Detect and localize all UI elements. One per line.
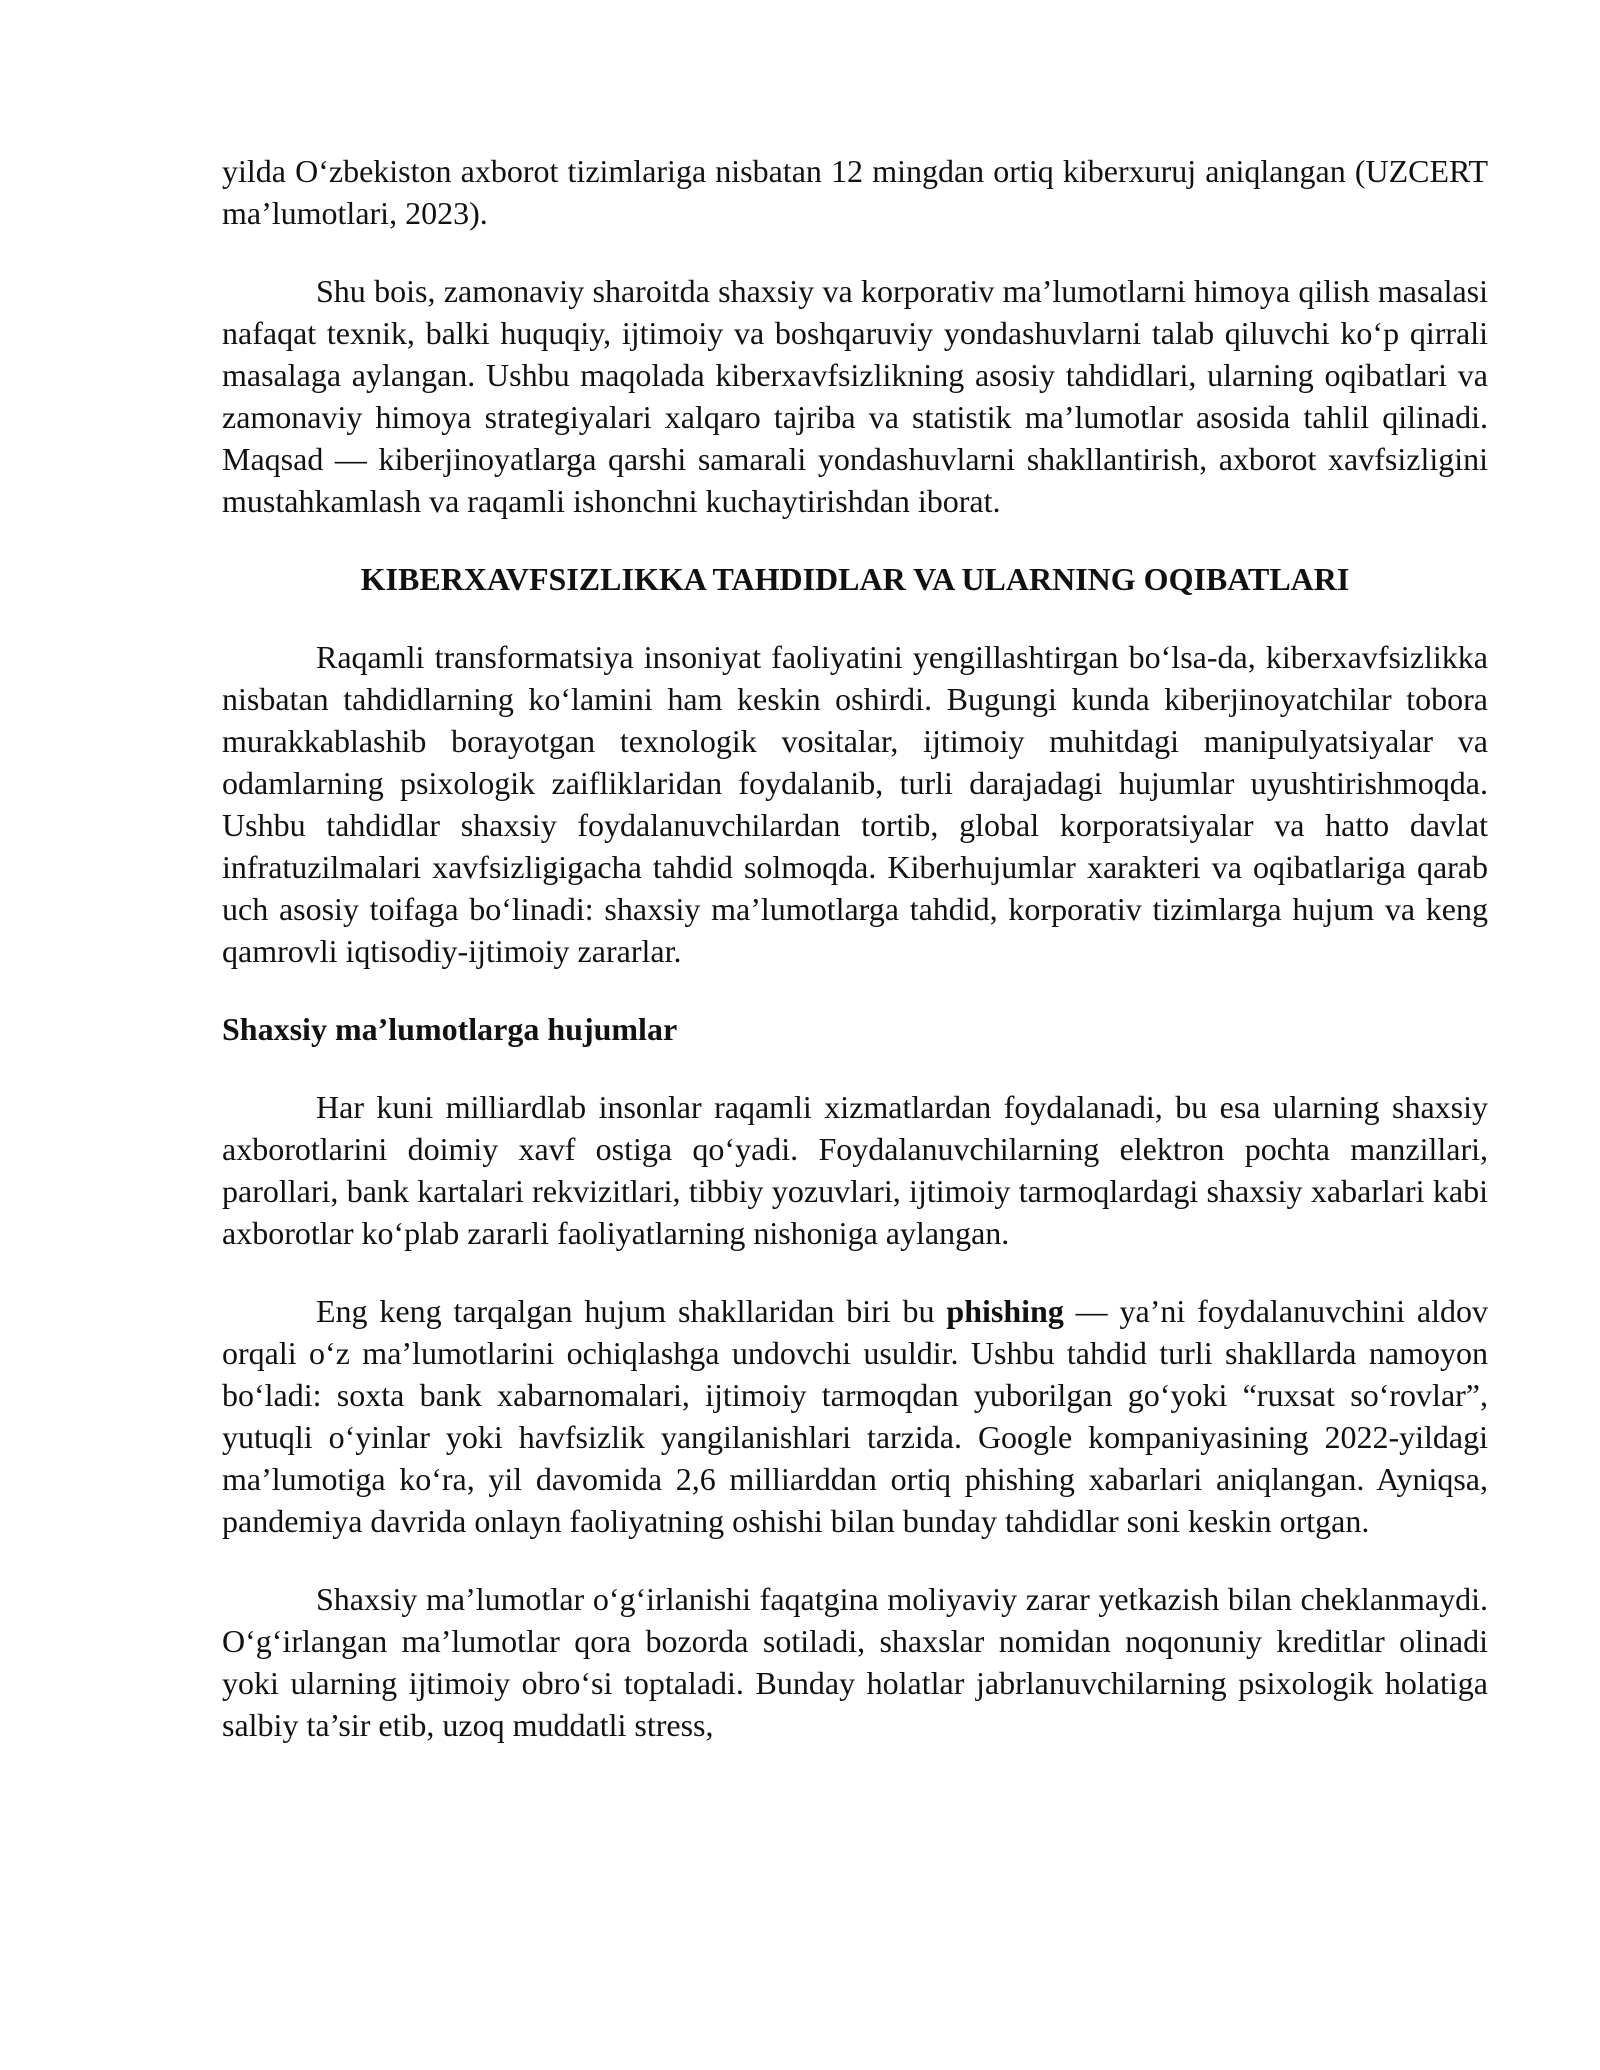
section-title: KIBERXAVFSIZLIKKA TAHDIDLAR VA ULARNING OQIBATLARI xyxy=(360,561,1350,597)
paragraph-5-text-before: Eng keng tarqalgan hujum shakllaridan biri bu xyxy=(316,1293,947,1329)
paragraph-5-text-after: — ya’ni foydalanuvchini aldov orqali o‘z ma’lumotlarini ochiqlashga undovchi usuldir. Ushbu tahdid turli shakllarda namoyon bo‘ladi: soxta bank xabarnomalari, ijtimoiy tarmoqdan yuborilgan go‘yoki “ruxsat so‘rovlar”, yutuqli o‘yinlar yoki havfsizlik yangilanishlari tarzida. Google kompaniyasining 2022-yildagi ma’lumotiga ko‘ra, yil davomida 2,6 milliarddan ortiq phishing xabarlari aniqlangan. Ayniqsa, pandemiya davrida onlayn faoliyatning oshishi bilan bunday tahdidlar soni keskin ortgan. xyxy=(222,1293,1489,1539)
subsection-title: Shaxsiy ma’lumotlarga hujumlar xyxy=(222,1011,678,1047)
paragraph-1: yilda O‘zbekiston axborot tizimlariga nisbatan 12 mingdan ortiq kiberxuruj aniqlangan (UZCERT ma’lumotlari, 2023). xyxy=(222,153,1488,231)
paragraph-4: Har kuni milliardlab insonlar raqamli xizmatlardan foydalanadi, bu esa ularning shaxsiy axborotlarini doimiy xavf ostiga qo‘yadi. Foydalanuvchilarning elektron pochta manzillari, parollari, bank kartalari rekvizitlari, tibbiy yozuvlari, ijtimoiy tarmoqlardagi shaxsiy xabarlari kabi axborotlar ko‘plab zararli faoliyatlarning nishoniga aylangan. xyxy=(222,1089,1488,1251)
phishing-term: phishing xyxy=(946,1293,1064,1329)
paragraph-3: Raqamli transformatsiya insoniyat faoliyatini yengillashtirgan bo‘lsa-da, kiberxavfsizlikka nisbatan tahdidlarning ko‘lamini ham keskin oshirdi. Bugungi kunda kiberjinoyatchilar tobora murakkablashib borayotgan texnologik vositalar, ijtimoiy muhitdagi manipulyatsiyalar va odamlarning psixologik zaifliklaridan foydalanib, turli darajadagi hujumlar uyushtirishmoqda. Ushbu tahdidlar shaxsiy foydalanuvchilardan tortib, global korporatsiyalar va hatto davlat infratuzilmalari xavfsizligigacha tahdid solmoqda. Kiberhujumlar xarakteri va oqibatlariga qarab uch asosiy toifaga bo‘linadi: shaxsiy ma’lumotlarga tahdid, korporativ tizimlarga hujum va keng qamrovli iqtisodiy-ijtimoiy zararlar. xyxy=(222,639,1488,969)
paragraph-6: Shaxsiy ma’lumotlar o‘g‘irlanishi faqatgina moliyaviy zarar yetkazish bilan cheklanmaydi. O‘g‘irlangan ma’lumotlar qora bozorda sotiladi, shaxslar nomidan noqonuniy kreditlar olinadi yoki ularning ijtimoiy obro‘si toptaladi. Bunday holatlar jabrlanuvchilarning psixologik holatiga salbiy ta’sir etib, uzoq muddatli stress, xyxy=(222,1581,1488,1743)
document-page xyxy=(222,150,1488,1782)
paragraph-2: Shu bois, zamonaviy sharoitda shaxsiy va korporativ ma’lumotlarni himoya qilish masalasi nafaqat texnik, balki huquqiy, ijtimoiy va boshqaruviy yondashuvlarni talab qiluvchi ko‘p qirrali masalaga aylangan. Ushbu maqolada kiberxavfsizlikning asosiy tahdidlari, ularning oqibatlari va zamonaviy himoya strategiyalari xalqaro tajriba va statistik ma’lumotlar asosida tahlil qilinadi. Maqsad — kiberjinoyatlarga qarshi samarali yondashuvlarni shakllantirish, axborot xavfsizligini mustahkamlash va raqamli ishonchni kuchaytirishdan iborat. xyxy=(222,273,1488,519)
paragraph-5 xyxy=(222,1290,1488,1542)
